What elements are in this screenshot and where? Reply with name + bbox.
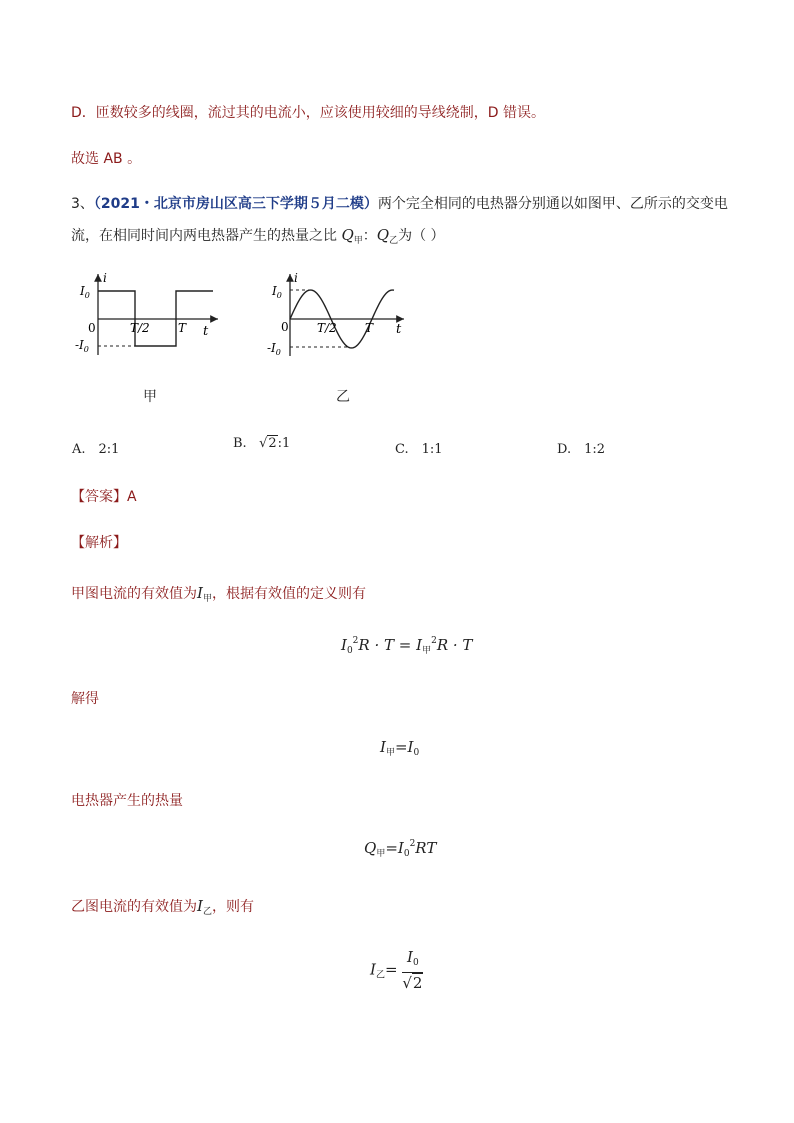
option-b-sqrt: √2 <box>259 436 277 451</box>
jia-label-t: t <box>203 324 209 339</box>
analysis-p3: 电热器产生的热量 <box>71 793 183 809</box>
figure-jia-square-wave <box>70 268 230 368</box>
equation-2: $I_甲=I_0$ <box>380 738 420 758</box>
question-source: （2021・北京市房山区高三下学期５月二模） <box>93 196 378 212</box>
jia-label-I0: $I_0$ <box>80 284 90 300</box>
option-c[interactable]: C. 1:1 <box>395 442 443 457</box>
equation-3: $Q_甲=I_0^2RT$ <box>364 839 437 859</box>
figure-yi-caption: 乙 <box>336 389 350 405</box>
yi-label-half: T/2 <box>317 321 337 335</box>
question-number: 3、 <box>71 196 94 212</box>
q-jia: $Q_甲$ <box>341 226 363 246</box>
answer-value: A <box>127 489 137 505</box>
option-d[interactable]: D. 1:2 <box>557 442 606 457</box>
question-line-1 <box>71 193 728 213</box>
jia-label-half: T/2 <box>130 321 150 335</box>
jia-label-i: i <box>103 271 107 285</box>
option-a[interactable]: A. 2:1 <box>72 442 120 457</box>
yi-label-i: i <box>294 271 298 285</box>
prev-option-d: D．匝数较多的线圈，流过其的电流小，应该使用较细的导线绕制，D 错误。 <box>71 105 546 121</box>
analysis-label: 【解析】 <box>71 535 127 551</box>
figure-yi-sine-wave <box>262 268 422 368</box>
analysis-p1: 甲图电流的有效值为$I_甲$，根据有效值的定义则有 <box>71 584 366 604</box>
question-stem-2b: 为（ ） <box>398 228 445 244</box>
option-b-prefix: B. <box>233 436 247 451</box>
analysis-p2: 解得 <box>71 691 99 707</box>
ratio-colon: ： <box>362 228 377 244</box>
yi-label-t: t <box>396 322 402 337</box>
answer-label: 【答案】 <box>71 489 127 505</box>
q-yi: $Q_乙$ <box>376 226 399 246</box>
jia-label-zero: 0 <box>88 321 96 335</box>
equation-4-fraction: $\frac{I_0}{√2}$ <box>402 948 423 992</box>
analysis-p4: 乙图电流的有效值为$I_乙$，则有 <box>71 897 254 917</box>
question-stem-1: 两个完全相同的电热器分别通以如图甲、乙所示的交变电 <box>377 196 728 212</box>
yi-label-zero: 0 <box>281 320 289 334</box>
yi-label-T: T <box>365 321 374 335</box>
prev-choice: 故选 AB 。 <box>71 151 142 167</box>
yi-label-I0: $I_0$ <box>272 284 282 300</box>
equation-1: $I_0^2R \cdot T = I_甲^2R \cdot T$ <box>341 636 473 656</box>
option-b-suffix: :1 <box>277 436 291 451</box>
jia-label-T: T <box>178 321 187 335</box>
question-stem-2a: 流，在相同时间内两电热器产生的热量之比 <box>71 228 337 244</box>
i-jia-symbol: $I_甲$ <box>197 584 212 604</box>
figure-jia-caption: 甲 <box>143 389 157 405</box>
equation-4: $I_乙=$ $\frac{I_0}{√2}$ <box>370 948 423 992</box>
yi-label-negI0: $-I_0$ <box>267 341 281 357</box>
jia-label-negI0: $-I_0$ <box>75 338 89 354</box>
answer-line <box>71 486 137 506</box>
i-yi-symbol: $I_乙$ <box>197 897 212 917</box>
question-line-2 <box>71 225 445 246</box>
option-b[interactable] <box>233 436 290 451</box>
